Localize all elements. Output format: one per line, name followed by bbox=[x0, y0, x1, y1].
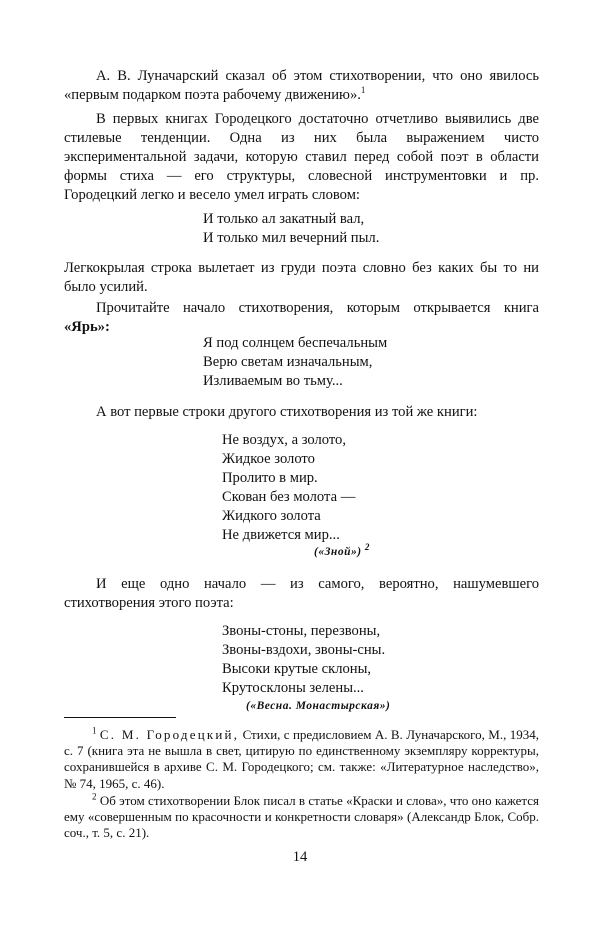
source-vesna: («Весна. Монастырская») bbox=[246, 700, 391, 712]
footnote-divider bbox=[64, 717, 176, 718]
verse-line: Я под солнцем беспечальным bbox=[203, 335, 388, 351]
verse-line: Изливаемым во тьму... bbox=[203, 373, 343, 389]
verse-line: Не движется мир... bbox=[222, 527, 340, 543]
verse-line: Не воздух, а золото, bbox=[222, 432, 346, 448]
paragraph-first-lines: А вот первые строки другого стихотворения из той же книги: bbox=[96, 404, 478, 420]
verse-line: Жидкого золота bbox=[222, 508, 321, 524]
verse-line: И только мил вечерний пыл. bbox=[203, 230, 380, 246]
footnote-mark-1: 1 bbox=[92, 725, 97, 736]
paragraph-another-beginning: И еще одно начало — из самого, вероятно, нашумевшего стихотворения этого поэта: bbox=[64, 576, 539, 611]
page-number: 14 bbox=[292, 849, 308, 865]
verse-quote-4 bbox=[222, 622, 385, 698]
paragraph-style-tendencies: В первых книгах Городецкого достаточно отчетливо выявились две стилевые тенденции. Одна из них была выражением чисто экспериментальной задачи, которую ставил перед собой поэт в области формы стиха — его структуры, словесной инструментовки и пр. Городецкий легко и весело умел играть словом: bbox=[64, 111, 539, 203]
verse-line: Скован без молота — bbox=[222, 489, 356, 505]
paragraph-lunacharsky: А. В. Луначарский сказал об этом стихотворении, что оно явилось «первым подарком поэта рабочему движению».$^1$ bbox=[64, 68, 539, 103]
footnote-2: $^2$ Об этом стихотворении Блок писал в статье «Краски и слова», что оно кажется ему «совершенным по красочности и конкретности словаря» (Александр Блок, Собр. соч., т. 5, с. 21). bbox=[64, 791, 539, 841]
verse-quote-3 bbox=[222, 431, 355, 545]
footnote-ref-1[interactable]: 1 bbox=[360, 85, 366, 96]
footnote-mark-2: 2 bbox=[92, 791, 97, 802]
footnote-1: $^1$ С. М. Городецкий, Стихи, с предисловием А. В. Луначарского, М., 1934, с. 7 (книга эта не вышла в свет, цитирую по единственному экземпляру корректуры, сохранившейся в архиве С. М. Городецкого; см. также: «Литературное наследство», № 74, 1965, с. 46). bbox=[64, 725, 540, 791]
paragraph-light-line: Легкокрылая строка вылетает из груди поэта словно без каких бы то ни было усилий. bbox=[64, 260, 539, 295]
verse-line: Жидкое золото bbox=[222, 451, 315, 467]
verse-quote-1 bbox=[203, 210, 379, 248]
book-title-yar: «Ярь»: bbox=[64, 319, 110, 335]
verse-line: Высоки крутые склоны, bbox=[222, 661, 372, 677]
source-znoy: («Зной») $^2$ bbox=[314, 542, 370, 558]
footnote-ref-2[interactable]: 2 bbox=[364, 542, 370, 553]
verse-line: Звоны-вздохи, звоны-сны. bbox=[222, 642, 386, 658]
verse-line: Верю светам изначальным, bbox=[203, 354, 373, 370]
verse-line: Звоны-стоны, перезвоны, bbox=[222, 623, 381, 639]
footnote-1-author: С. М. Городецкий, bbox=[99, 727, 240, 742]
verse-line: И только ал закатный вал, bbox=[203, 211, 365, 227]
verse-line: Пролито в мир. bbox=[222, 470, 318, 486]
verse-line: Крутосклоны зелены... bbox=[222, 680, 364, 696]
paragraph-read-beginning: Прочитайте начало стихотворения, которым открывается книга «Ярь»: bbox=[64, 300, 539, 335]
verse-quote-2 bbox=[203, 334, 387, 391]
